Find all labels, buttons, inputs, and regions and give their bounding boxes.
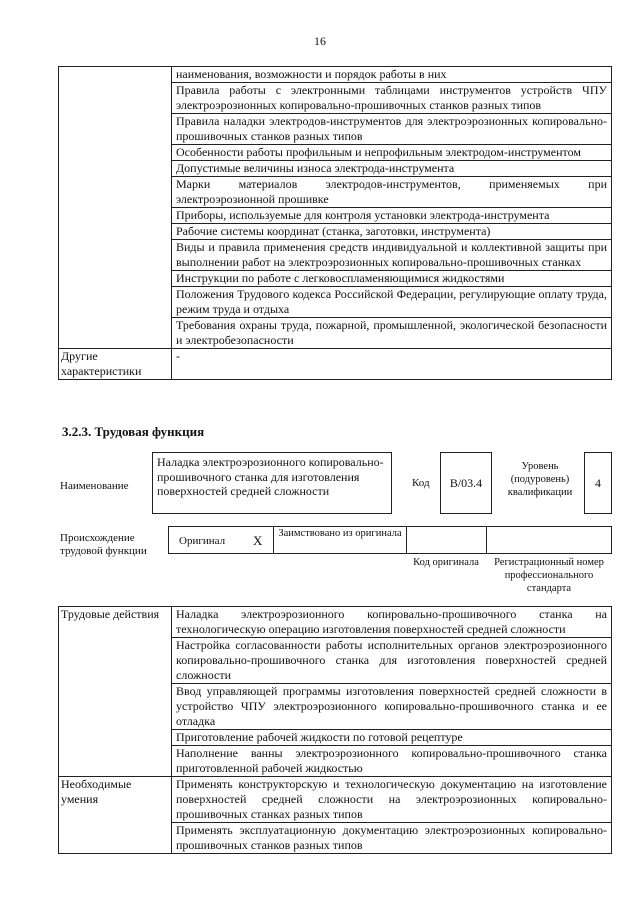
- table-row: [59, 777, 612, 823]
- other-label: Другие характеристики: [59, 349, 172, 380]
- original-code-caption: Код оригинала: [413, 557, 479, 568]
- table-row: [59, 607, 612, 638]
- code-value: B/03.4: [449, 476, 483, 490]
- group-label: Необходимые умения: [59, 777, 172, 854]
- group-item: Применять конструкторскую и технологическую документацию на изготовление поверхностей средней сложности на электроэрозионных копировально-прошивочных станках разных типов: [172, 777, 612, 823]
- name-label: Наименование: [60, 480, 129, 492]
- original-label: Оригинал: [179, 535, 226, 547]
- knowledge-item: Положения Трудового кодекса Российской Федерации, регулирующие оплату труда, режим труда и отдыха: [172, 287, 612, 318]
- level-box: [584, 452, 612, 514]
- other-row: [59, 349, 612, 380]
- knowledge-label-cell: [59, 67, 172, 349]
- code-box: [440, 452, 492, 514]
- section-heading: 3.2.3. Трудовая функция: [62, 424, 205, 439]
- level-value: 4: [595, 476, 601, 490]
- level-label: Уровень (подуровень) квалификации: [507, 461, 573, 498]
- knowledge-item: Рабочие системы координат (станка, заготовки, инструмента): [172, 224, 612, 240]
- knowledge-item: Особенности работы профильным и непрофильным электродом-инструментом: [172, 145, 612, 161]
- actions-table: [58, 606, 612, 854]
- knowledge-item: Правила работы с электронными таблицами инструментов устройств ЧПУ электроэрозионных копировально-прошивочных станков разных типов: [172, 83, 612, 114]
- group-item: Наполнение ванны электроэрозионного копировально-прошивочного станка приготовленной рабочей жидкостью: [172, 746, 612, 777]
- group-label: Трудовые действия: [59, 607, 172, 777]
- knowledge-item: Инструкции по работе с легковоспламеняющимися жидкостями: [172, 271, 612, 287]
- function-name-box: [152, 452, 392, 514]
- original-mark: X: [253, 533, 263, 548]
- origin-label: Происхождение трудовой функции: [60, 532, 147, 557]
- page-number: 16: [314, 34, 326, 48]
- code-label: Код: [412, 477, 430, 489]
- group-item: Ввод управляющей программы изготовления поверхностей средней сложности в устройство ЧПУ электроэрозионного копировально-прошивочного станка и ее отладка: [172, 684, 612, 730]
- reg-number-cell: [486, 526, 612, 554]
- group-item: Наладка электроэрозионного копировально-прошивочного станка на технологическую операцию изготовления поверхностей средней сложности: [172, 607, 612, 638]
- knowledge-item: Марки материалов электродов-инструментов, применяемых при электроэрозионной прошивке: [172, 177, 612, 208]
- borrowed-label: Заимствовано из оригинала: [278, 528, 402, 539]
- borrowed-cell: [273, 526, 407, 554]
- knowledge-item: Виды и правила применения средств индивидуальной и коллективной защиты при выполнении работ на электроэрозионных копировально-прошивочных станках: [172, 240, 612, 271]
- group-item: Применять эксплуатационную документацию электроэрозионных копировально-прошивочных станков разных типов: [172, 823, 612, 854]
- group-item: Приготовление рабочей жидкости по готовой рецептуре: [172, 730, 612, 746]
- origin-row: [168, 526, 612, 554]
- knowledge-item: Допустимые величины износа электрода-инструмента: [172, 161, 612, 177]
- knowledge-item: наименования, возможности и порядок работы в них: [172, 67, 612, 83]
- knowledge-table: [58, 66, 612, 380]
- knowledge-item: Требования охраны труда, пожарной, промышленной, экологической безопасности и электробезопасности: [172, 318, 612, 349]
- other-value: -: [172, 349, 612, 380]
- function-name-value: Наладка электроэрозионного копировально-прошивочного станка для изготовления поверхностей средней сложности: [157, 455, 384, 498]
- original-code-cell: [406, 526, 487, 554]
- group-item: Настройка согласованности работы исполнительных органов электроэрозионного копировально-прошивочного станка для изготовления поверхностей средней сложности: [172, 638, 612, 684]
- knowledge-item: Приборы, используемые для контроля установки электрода-инструмента: [172, 208, 612, 224]
- original-cell: [168, 526, 274, 554]
- knowledge-item: Правила наладки электродов-инструментов для электроэрозионных копировально-прошивочных станков разных типов: [172, 114, 612, 145]
- reg-number-caption: Регистрационный номер профессионального стандарта: [494, 557, 604, 594]
- knowledge-row: [59, 67, 612, 83]
